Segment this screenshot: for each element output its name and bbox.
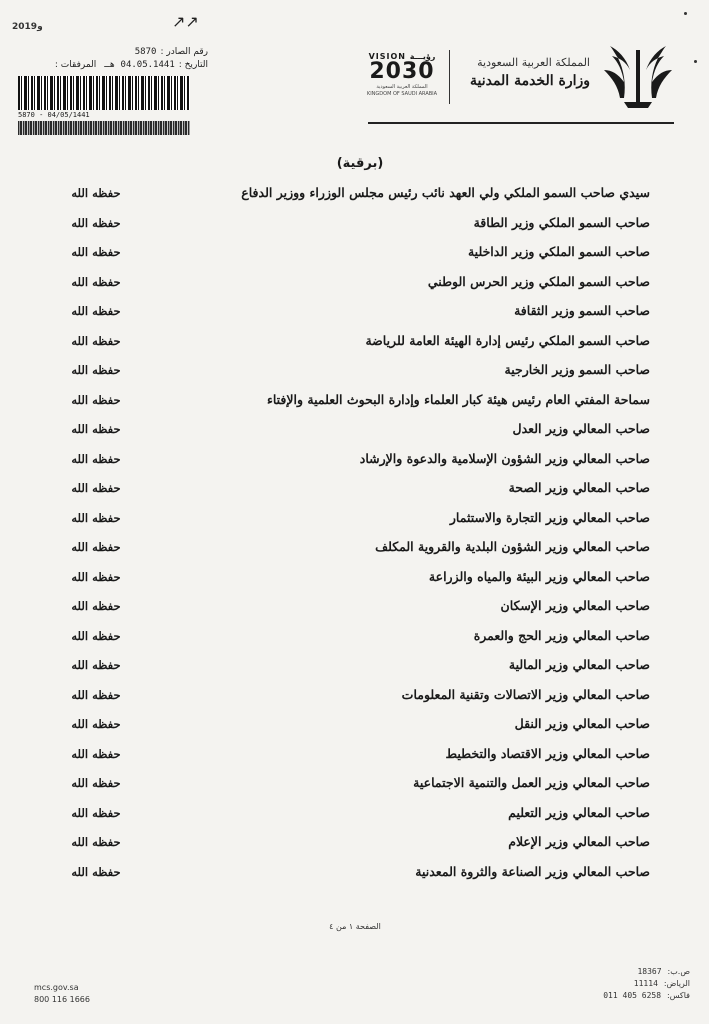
footer-po-box bbox=[560, 966, 690, 978]
recipient-title: صاحب السمو الملكي وزير الحرس الوطني bbox=[427, 273, 650, 289]
barcode-text: 5870 - 04/05/1441 bbox=[18, 111, 90, 119]
po-box-value: 18367 bbox=[637, 967, 662, 976]
recipient-row bbox=[60, 181, 650, 211]
footer-contact bbox=[34, 982, 90, 1006]
recipient-row bbox=[60, 447, 650, 477]
recipient-row bbox=[60, 329, 650, 359]
recipient-title: صاحب المعالي وزير العمل والتنمية الاجتماعية bbox=[413, 775, 650, 790]
ref-date-value: 04.05.1441 هـ bbox=[104, 60, 175, 70]
recipient-greeting: حفظه الله bbox=[71, 451, 121, 466]
recipient-title: صاحب المعالي وزير الاقتصاد والتخطيط bbox=[445, 745, 650, 761]
recipient-title: صاحب المعالي وزير الصناعة والثروة المعدنية bbox=[415, 863, 650, 879]
recipient-greeting: حفظه الله bbox=[71, 245, 121, 259]
scan-dot bbox=[694, 60, 697, 63]
recipient-greeting: حفظه الله bbox=[71, 835, 121, 849]
recipient-title: صاحب السمو الملكي وزير الطاقة bbox=[473, 214, 650, 230]
recipient-greeting: حفظه الله bbox=[71, 215, 121, 230]
attachments-label: المرفقات : bbox=[54, 60, 97, 70]
recipient-greeting: حفظه الله bbox=[71, 186, 121, 200]
header-divider bbox=[449, 50, 450, 104]
recipient-greeting: حفظه الله bbox=[71, 599, 121, 613]
header-rule bbox=[368, 122, 674, 124]
footer-fax bbox=[560, 990, 690, 1002]
ref-number-label: رقم الصادر : bbox=[160, 47, 208, 57]
recipient-title: صاحب المعالي وزير الصحة bbox=[508, 480, 650, 495]
page-number: الصفحة ١ من ٤ bbox=[329, 922, 381, 931]
recipient-title: صاحب المعالي وزير العدل bbox=[512, 421, 650, 436]
recipient-row bbox=[60, 712, 650, 742]
recipient-row bbox=[60, 653, 650, 683]
recipient-greeting: حفظه الله bbox=[71, 746, 121, 761]
ministry-heading bbox=[454, 56, 590, 89]
recipient-row bbox=[60, 683, 650, 713]
recipient-row bbox=[60, 417, 650, 447]
recipient-title: صاحب المعالي وزير الشؤون الإسلامية والدعوة والإرشاد bbox=[359, 450, 650, 466]
ministry-emblem-icon bbox=[596, 40, 680, 112]
recipient-row bbox=[60, 476, 650, 506]
city-label: الرياض: bbox=[663, 979, 690, 988]
recipient-row bbox=[60, 624, 650, 654]
recipient-row bbox=[60, 388, 650, 418]
recipient-title: صاحب المعالي وزير الاتصالات وتقنية المعلومات bbox=[401, 686, 650, 702]
recipient-title: صاحب المعالي وزير النقل bbox=[514, 716, 650, 731]
ministry-country: المملكة العربية السعودية bbox=[477, 56, 590, 69]
city-value: 11114 bbox=[633, 979, 658, 988]
footer-city bbox=[560, 978, 690, 990]
recipient-greeting: حفظه الله bbox=[71, 864, 121, 879]
recipient-greeting: حفظه الله bbox=[71, 569, 121, 584]
vision-2030-logo bbox=[364, 52, 440, 98]
recipient-greeting: حفظه الله bbox=[71, 540, 121, 554]
vision-label: VISION رؤيـــة bbox=[368, 52, 436, 61]
recipient-title: صاحب المعالي وزير المالية bbox=[508, 657, 650, 672]
recipient-title: صاحب المعالي وزير الحج والعمرة bbox=[473, 627, 650, 643]
recipient-row bbox=[60, 358, 650, 388]
recipient-greeting: حفظه الله bbox=[71, 687, 121, 702]
footer-phone: 800 116 1666 bbox=[34, 995, 90, 1004]
recipient-row bbox=[60, 535, 650, 565]
recipient-greeting: حفظه الله bbox=[71, 481, 121, 495]
ref-number-line bbox=[18, 46, 208, 59]
recipient-row bbox=[60, 830, 650, 860]
ministry-name: وزارة الخدمة المدنية bbox=[469, 73, 590, 89]
vision-subtitle: المملكة العربية السعودية KINGDOM OF SAUDI ARABIA bbox=[366, 84, 438, 97]
recipient-greeting: حفظه الله bbox=[71, 717, 121, 731]
ref-number-value: 5870 bbox=[134, 47, 157, 57]
fax-value: 011 405 6258 bbox=[603, 991, 662, 1000]
subject-line: (برقية) bbox=[336, 156, 384, 171]
recipient-row bbox=[60, 211, 650, 241]
recipients-list bbox=[60, 181, 650, 889]
recipient-row bbox=[60, 270, 650, 300]
reference-block bbox=[18, 46, 208, 135]
recipient-title: صاحب المعالي وزير التعليم bbox=[508, 804, 650, 820]
recipient-title: سيدي صاحب السمو الملكي ولي العهد نائب رئيس مجلس الوزراء ووزير الدفاع bbox=[241, 185, 650, 200]
recipient-row bbox=[60, 860, 650, 890]
recipient-greeting: حفظه الله bbox=[71, 392, 121, 407]
barcode bbox=[18, 76, 190, 110]
recipient-title: صاحب السمو الملكي رئيس إدارة الهيئة العامة للرياضة bbox=[365, 332, 650, 348]
recipient-greeting: حفظه الله bbox=[71, 422, 121, 436]
recipient-greeting: حفظه الله bbox=[71, 776, 121, 790]
recipient-title: صاحب المعالي وزير البيئة والمياه والزراعة bbox=[428, 568, 650, 584]
recipient-greeting: حفظه الله bbox=[71, 658, 121, 672]
recipient-title: صاحب السمو وزير الخارجية bbox=[504, 362, 650, 377]
recipient-title: سماحة المفتي العام رئيس هيئة كبار العلماء وإدارة البحوث العلمية والإفتاء bbox=[266, 391, 650, 407]
recipient-greeting: حفظه الله bbox=[71, 510, 121, 525]
ref-date-label: التاريخ : bbox=[178, 60, 208, 70]
recipient-title: صاحب المعالي وزير التجارة والاستثمار bbox=[449, 509, 650, 525]
handwritten-mark: ↗↗ bbox=[172, 12, 199, 31]
recipient-greeting: حفظه الله bbox=[71, 805, 121, 820]
recipient-greeting: حفظه الله bbox=[71, 274, 121, 289]
recipient-row bbox=[60, 506, 650, 536]
recipient-greeting: حفظه الله bbox=[71, 304, 121, 318]
recipient-greeting: حفظه الله bbox=[71, 628, 121, 643]
recipient-title: صاحب السمو الملكي وزير الداخلية bbox=[467, 244, 650, 259]
scan-corner-mark: ﻭ2019 bbox=[12, 22, 43, 32]
recipient-title: صاحب السمو وزير الثقافة bbox=[514, 303, 650, 318]
recipient-row bbox=[60, 594, 650, 624]
recipient-row bbox=[60, 771, 650, 801]
scan-dot bbox=[684, 12, 687, 15]
recipient-greeting: حفظه الله bbox=[71, 363, 121, 377]
recipient-row bbox=[60, 742, 650, 772]
recipient-title: صاحب المعالي وزير الإسكان bbox=[500, 598, 650, 613]
recipient-row bbox=[60, 565, 650, 595]
po-box-label: ص.ب: bbox=[667, 967, 690, 976]
fax-label: فاكس: bbox=[667, 991, 690, 1000]
vision-year: 2030 bbox=[369, 59, 435, 84]
ref-date-line bbox=[18, 59, 208, 72]
footer-website: mcs.gov.sa bbox=[34, 983, 79, 992]
barcode-strip bbox=[18, 121, 190, 135]
footer-address bbox=[560, 966, 690, 1002]
recipient-greeting: حفظه الله bbox=[71, 333, 121, 348]
recipient-title: صاحب المعالي وزير الإعلام bbox=[508, 834, 650, 849]
recipient-row bbox=[60, 801, 650, 831]
recipient-title: صاحب المعالي وزير الشؤون البلدية والقروية المكلف bbox=[375, 539, 650, 554]
recipient-row bbox=[60, 299, 650, 329]
recipient-row bbox=[60, 240, 650, 270]
